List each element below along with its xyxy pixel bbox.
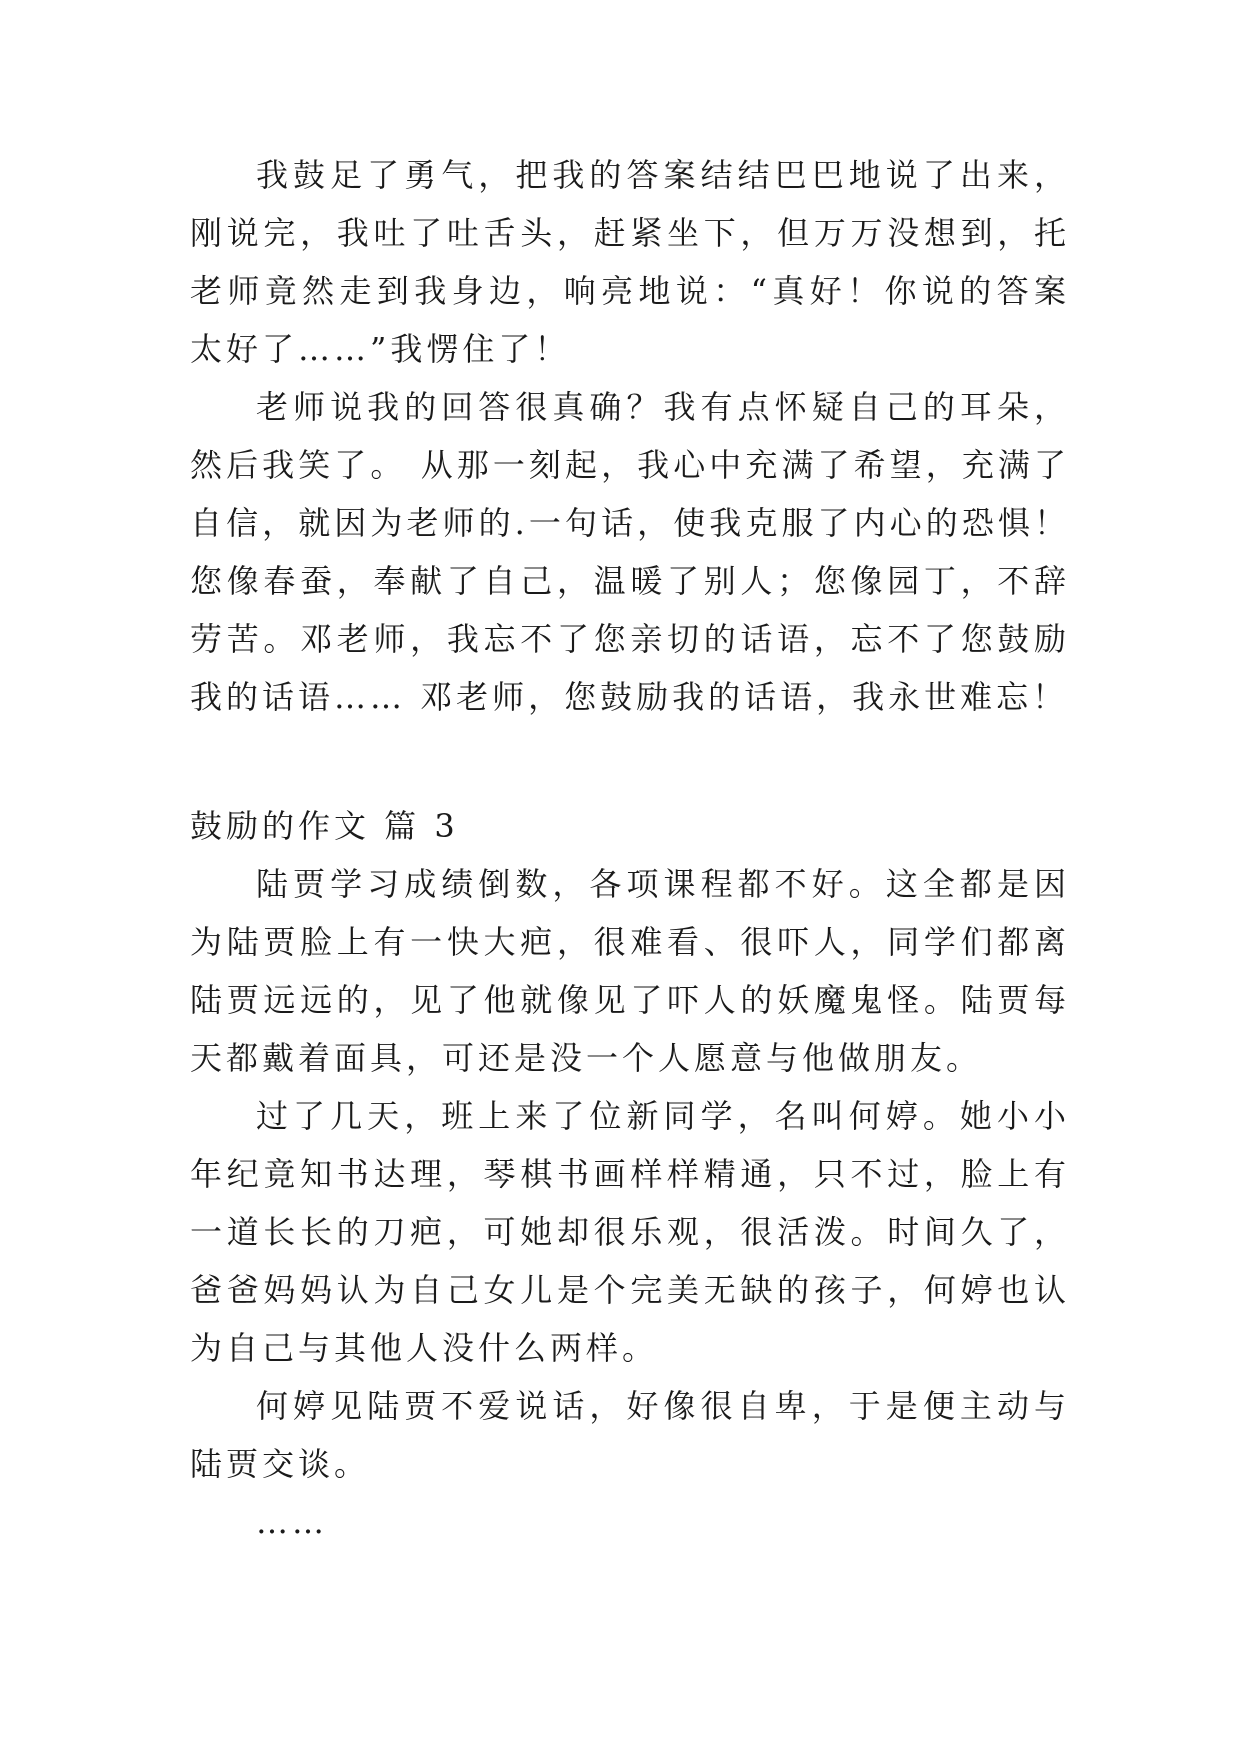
paragraph: 过了几天，班上来了位新同学，名叫何婷。她小小年纪竟知书达理，琴棋书画样样精通，只不过，脸上有一道长长的刀疤，可她却很乐观，很活泼。时间久了，爸爸妈妈认为自己女儿是个完美无缺的孩子，何婷也认为自己与其他人没什么两样。	[190, 1097, 1070, 1367]
paragraph: 陆贾学习成绩倒数，各项课程都不好。这全都是因为陆贾脸上有一快大疤，很难看、很吓人，同学们都离陆贾远远的，见了他就像见了吓人的妖魔鬼怪。陆贾每天都戴着面具，可还是没一个人愿意与他做朋友。	[190, 865, 1070, 1077]
section-body	[190, 855, 1070, 1551]
section-heading: 鼓励的作文 篇 3	[190, 807, 459, 845]
paragraph: 我鼓足了勇气，把我的答案结结巴巴地说了出来，刚说完，我吐了吐舌头，赶紧坐下，但万万没想到，托老师竟然走到我身边，响亮地说：“真好！你说的答案太好了……”我愣住了！	[190, 156, 1070, 368]
paragraph: 何婷见陆贾不爱说话，好像很自卑，于是便主动与陆贾交谈。	[190, 1387, 1070, 1483]
ellipsis-paragraph: ……	[256, 1503, 328, 1541]
continued-text	[190, 146, 1070, 726]
paragraph: 老师说我的回答很真确？我有点怀疑自己的耳朵，然后我笑了。 从那一刻起，我心中充满了希望，充满了自信，就因为老师的.一句话，使我克服了内心的恐惧！您像春蚕，奉献了自己，温暖了别人；您像园丁，不辞劳苦。邓老师，我忘不了您亲切的话语，忘不了您鼓励我的话语…… 邓老师，您鼓励我的话语，我永世难忘！	[190, 388, 1070, 716]
